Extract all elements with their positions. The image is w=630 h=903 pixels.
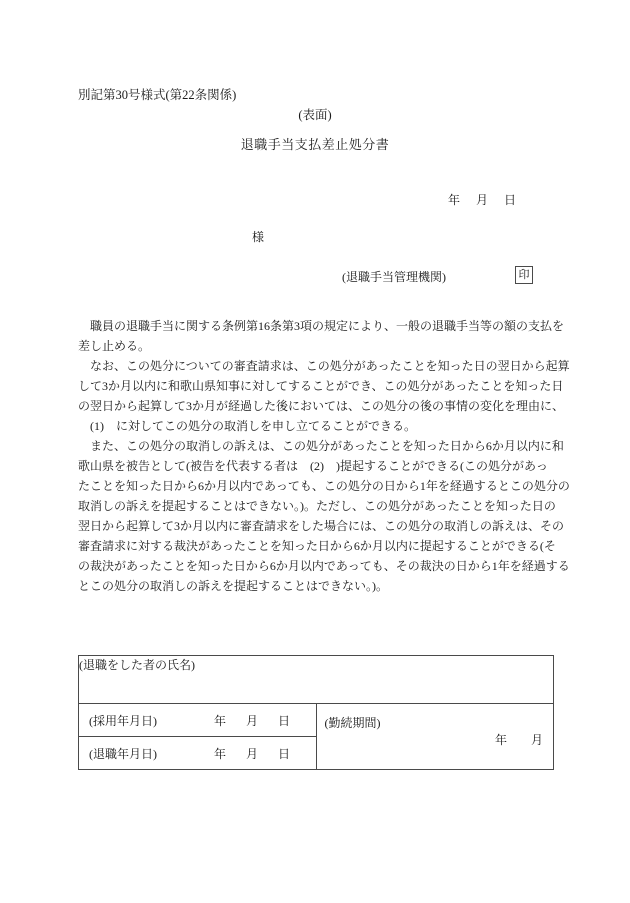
- body-line: とこの処分の取消しの訴えを提起することはできない。)。: [78, 579, 388, 593]
- table-row: [79, 656, 554, 704]
- body-line: 歌山県を被告として(被告を代表する者は (2) )提起することができる(この処分があっ: [78, 459, 548, 473]
- form-number: 別記第30号様式(第22条関係): [78, 88, 237, 102]
- hire-date-cell: [79, 704, 317, 737]
- retiree-name-cell: [79, 656, 554, 704]
- retiree-info-table: [78, 655, 554, 770]
- table-row: [79, 704, 554, 737]
- seal-stamp-icon: 印: [515, 266, 533, 284]
- body-line: 取消しの訴えを提起することはできない。)。ただし、この処分があったことを知った日の: [78, 499, 556, 513]
- body-line: 職員の退職手当に関する条例第16条第3項の規定により、一般の退職手当等の額の支払を: [78, 319, 565, 333]
- body-line: の裁決があったことを知った日から6か月以内であっても、その裁決の日から1年を経過する: [78, 559, 570, 573]
- retire-date-label: (退職年月日): [89, 747, 157, 761]
- body-text: [78, 316, 570, 596]
- body-line: 審査請求に対する裁決があったことを知った日から6か月以内に提起することができる(そ: [78, 539, 556, 553]
- side-label: (表面): [298, 108, 332, 122]
- retire-date-units: 年 月 日: [214, 747, 295, 761]
- body-line: 翌日から起算して3か月以内に審査請求をした場合には、この処分の取消しの訴えは、その: [78, 519, 565, 533]
- body-line: 差し止める。: [78, 339, 151, 353]
- body-line: (1) に対してこの処分の取消しを申し立てることができる。: [78, 419, 416, 433]
- hire-date-label: (採用年月日): [89, 714, 157, 728]
- service-period-units: 年 月: [494, 733, 543, 747]
- body-line: の翌日から起算して3か月が経過した後においては、この処分の後の事情の変化を理由に、: [78, 399, 565, 413]
- addressee-suffix: 様: [252, 230, 265, 244]
- body-line: たことを知った日から6か月以内であっても、この処分の日から1年を経過するとこの処分の: [78, 479, 570, 493]
- retiree-name-label: (退職をした者の氏名): [79, 658, 195, 672]
- hire-date-units: 年 月 日: [214, 714, 295, 728]
- body-line: して3か月以内に和歌山県知事に対してすることができ、この処分があったことを知った日: [78, 379, 564, 393]
- page-title: 退職手当支払差止処分書: [240, 137, 390, 152]
- body-line: また、この処分の取消しの訴えは、この処分があったことを知った日から6か月以内に和: [78, 439, 564, 453]
- body-line: なお、この処分についての審査請求は、この処分があったことを知った日の翌日から起算: [78, 359, 570, 373]
- date-placeholder: 年 月 日: [448, 193, 519, 207]
- service-period-label: (勤続期間): [324, 716, 381, 730]
- retire-date-cell: [79, 737, 317, 770]
- issuer-label: (退職手当管理機関): [342, 270, 446, 284]
- service-period-cell: [316, 704, 554, 770]
